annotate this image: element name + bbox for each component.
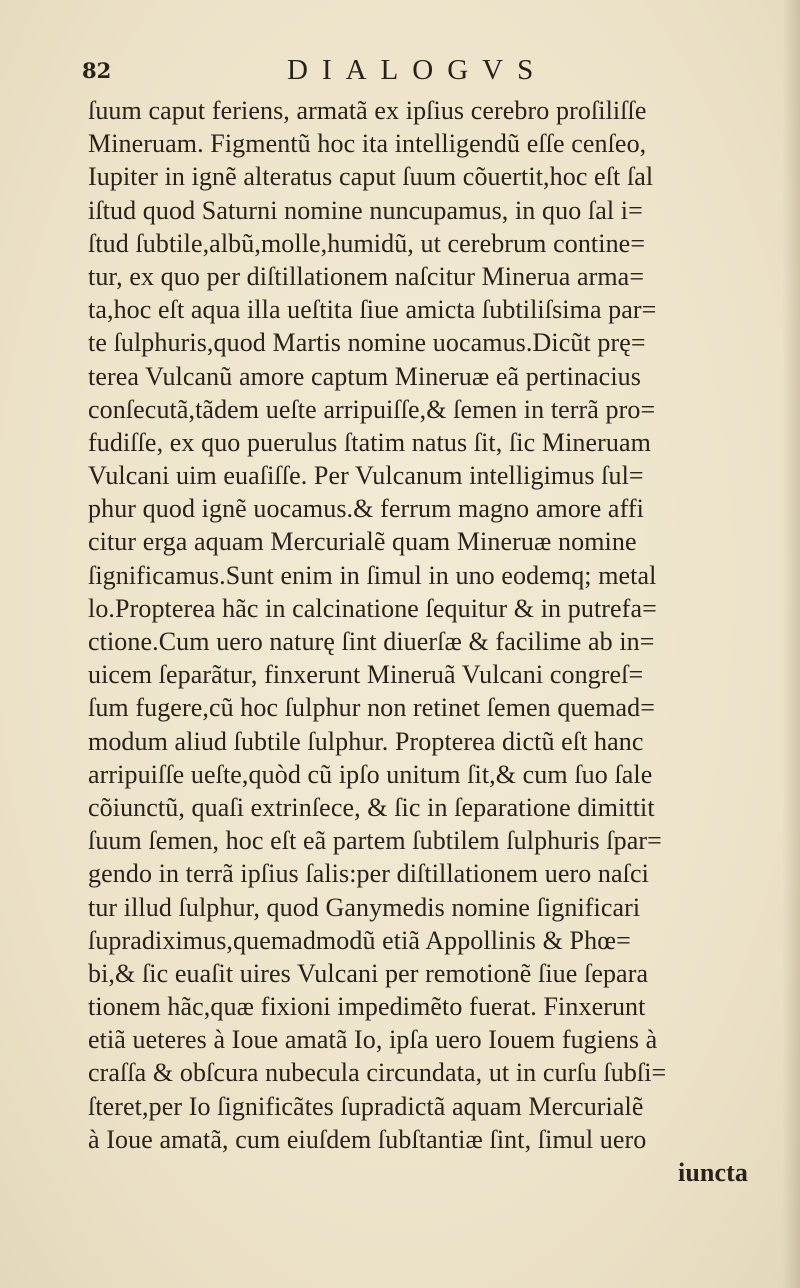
text-line: ſtud ſubtile,albũ,molle,humidũ, ut cerebrum contine= <box>88 228 646 258</box>
page-header <box>82 54 552 94</box>
text-line: à Ioue amatã, cum eiuſdem ſubſtantiæ ſint, ſimul uero <box>88 1124 647 1154</box>
text-line: etiã ueteres à Ioue amatã Io, ipſa uero Iouem fugiens à <box>88 1025 658 1055</box>
text-line: tur, ex quo per diſtillationem naſcitur Minerua arma= <box>88 261 645 291</box>
text-line: uicem ſeparãtur, finxerunt Mineruã Vulcani congreſ= <box>88 660 644 690</box>
text-line: Mineruam. Figmentũ hoc ita intelligendũ eſſe cenſeo, <box>88 129 647 159</box>
page-number: 82 <box>82 58 112 83</box>
text-line: terea Vulcanũ amore captum Mineruæ eã pertinacius <box>88 361 641 391</box>
body-text <box>88 94 748 1189</box>
text-line: ſignificamus.Sunt enim in ſimul in uno eodemq; metal <box>88 560 657 590</box>
text-line: bi,& ſic euaſit uires Vulcani per remotionẽ ſiue ſepara <box>88 958 649 988</box>
text-line: gendo in terrã ipſius ſalis:per diſtillationem uero naſci <box>88 859 649 889</box>
page-edge-shadow <box>782 0 800 1288</box>
text-line: ſuum caput feriens, armatã ex ipſius cerebro proſiliſſe <box>88 96 647 125</box>
text-line: arripuiſſe ueſte,quòd cũ ipſo unitum ſit,& cum ſuo ſale <box>88 759 653 789</box>
text-line: ſum fugere,cũ hoc ſulphur non retinet ſemen quemad= <box>88 693 656 723</box>
text-line: Vulcani uim euaſiſſe. Per Vulcanum intelligimus ſul= <box>88 461 644 491</box>
text-line: fudiſſe, ex quo puerulus ſtatim natus ſit, ſic Mineruam <box>88 427 651 457</box>
text-line: lo.Propterea hãc in calcinatione ſequitur & in putrefa= <box>88 593 657 623</box>
text-line: ſteret,per Io ſignificãtes ſupradictã aquam Mercurialẽ <box>88 1091 644 1121</box>
catchword: iuncta <box>678 1158 748 1187</box>
text-line: craſſa & obſcura nubecula circundata, ut in curſu ſubſi= <box>88 1058 667 1088</box>
text-line: citur erga aquam Mercurialẽ quam Mineruæ nomine <box>88 527 637 557</box>
text-line: ctione.Cum uero naturę ſint diuerſæ & facilime ab in= <box>88 627 655 656</box>
text-line: ſuum ſemen, hoc eſt eã partem ſubtilem ſulphuris ſpar= <box>88 826 662 856</box>
text-line: te ſulphuris,quod Martis nomine uocamus.Dicũt prę= <box>88 328 646 358</box>
text-line: ta,hoc eſt aqua illa ueſtita ſiue amicta ſubtiliſsima par= <box>88 295 657 325</box>
text-line: tionem hãc,quæ fixioni impedimẽto fuerat. Finxerunt <box>88 992 646 1022</box>
text-line: conſecutã,tãdem ueſte arripuiſſe,& ſemen in terrã pro= <box>88 394 656 424</box>
text-line: tur illud ſulphur, quod Ganymedis nomine ſignificari <box>88 892 641 922</box>
text-line: ſupradiximus,quemadmodũ etiã Appollinis & Phœ= <box>88 925 631 955</box>
text-line: iſtud quod Saturni nomine nuncupamus, in quo ſal i= <box>88 195 643 225</box>
text-line: Iupiter in ignẽ alteratus caput ſuum cõuertit,hoc eſt ſal <box>88 162 654 192</box>
text-line: cõiunctũ, quaſi extrinſece, & ſic in ſeparatione dimittit <box>88 792 655 822</box>
running-title: DIALOGVS <box>287 54 548 86</box>
text-line: modum aliud ſubtile ſulphur. Propterea dictũ eſt hanc <box>88 726 644 756</box>
text-line: phur quod ignẽ uocamus.& ferrum magno amore affi <box>88 494 644 524</box>
